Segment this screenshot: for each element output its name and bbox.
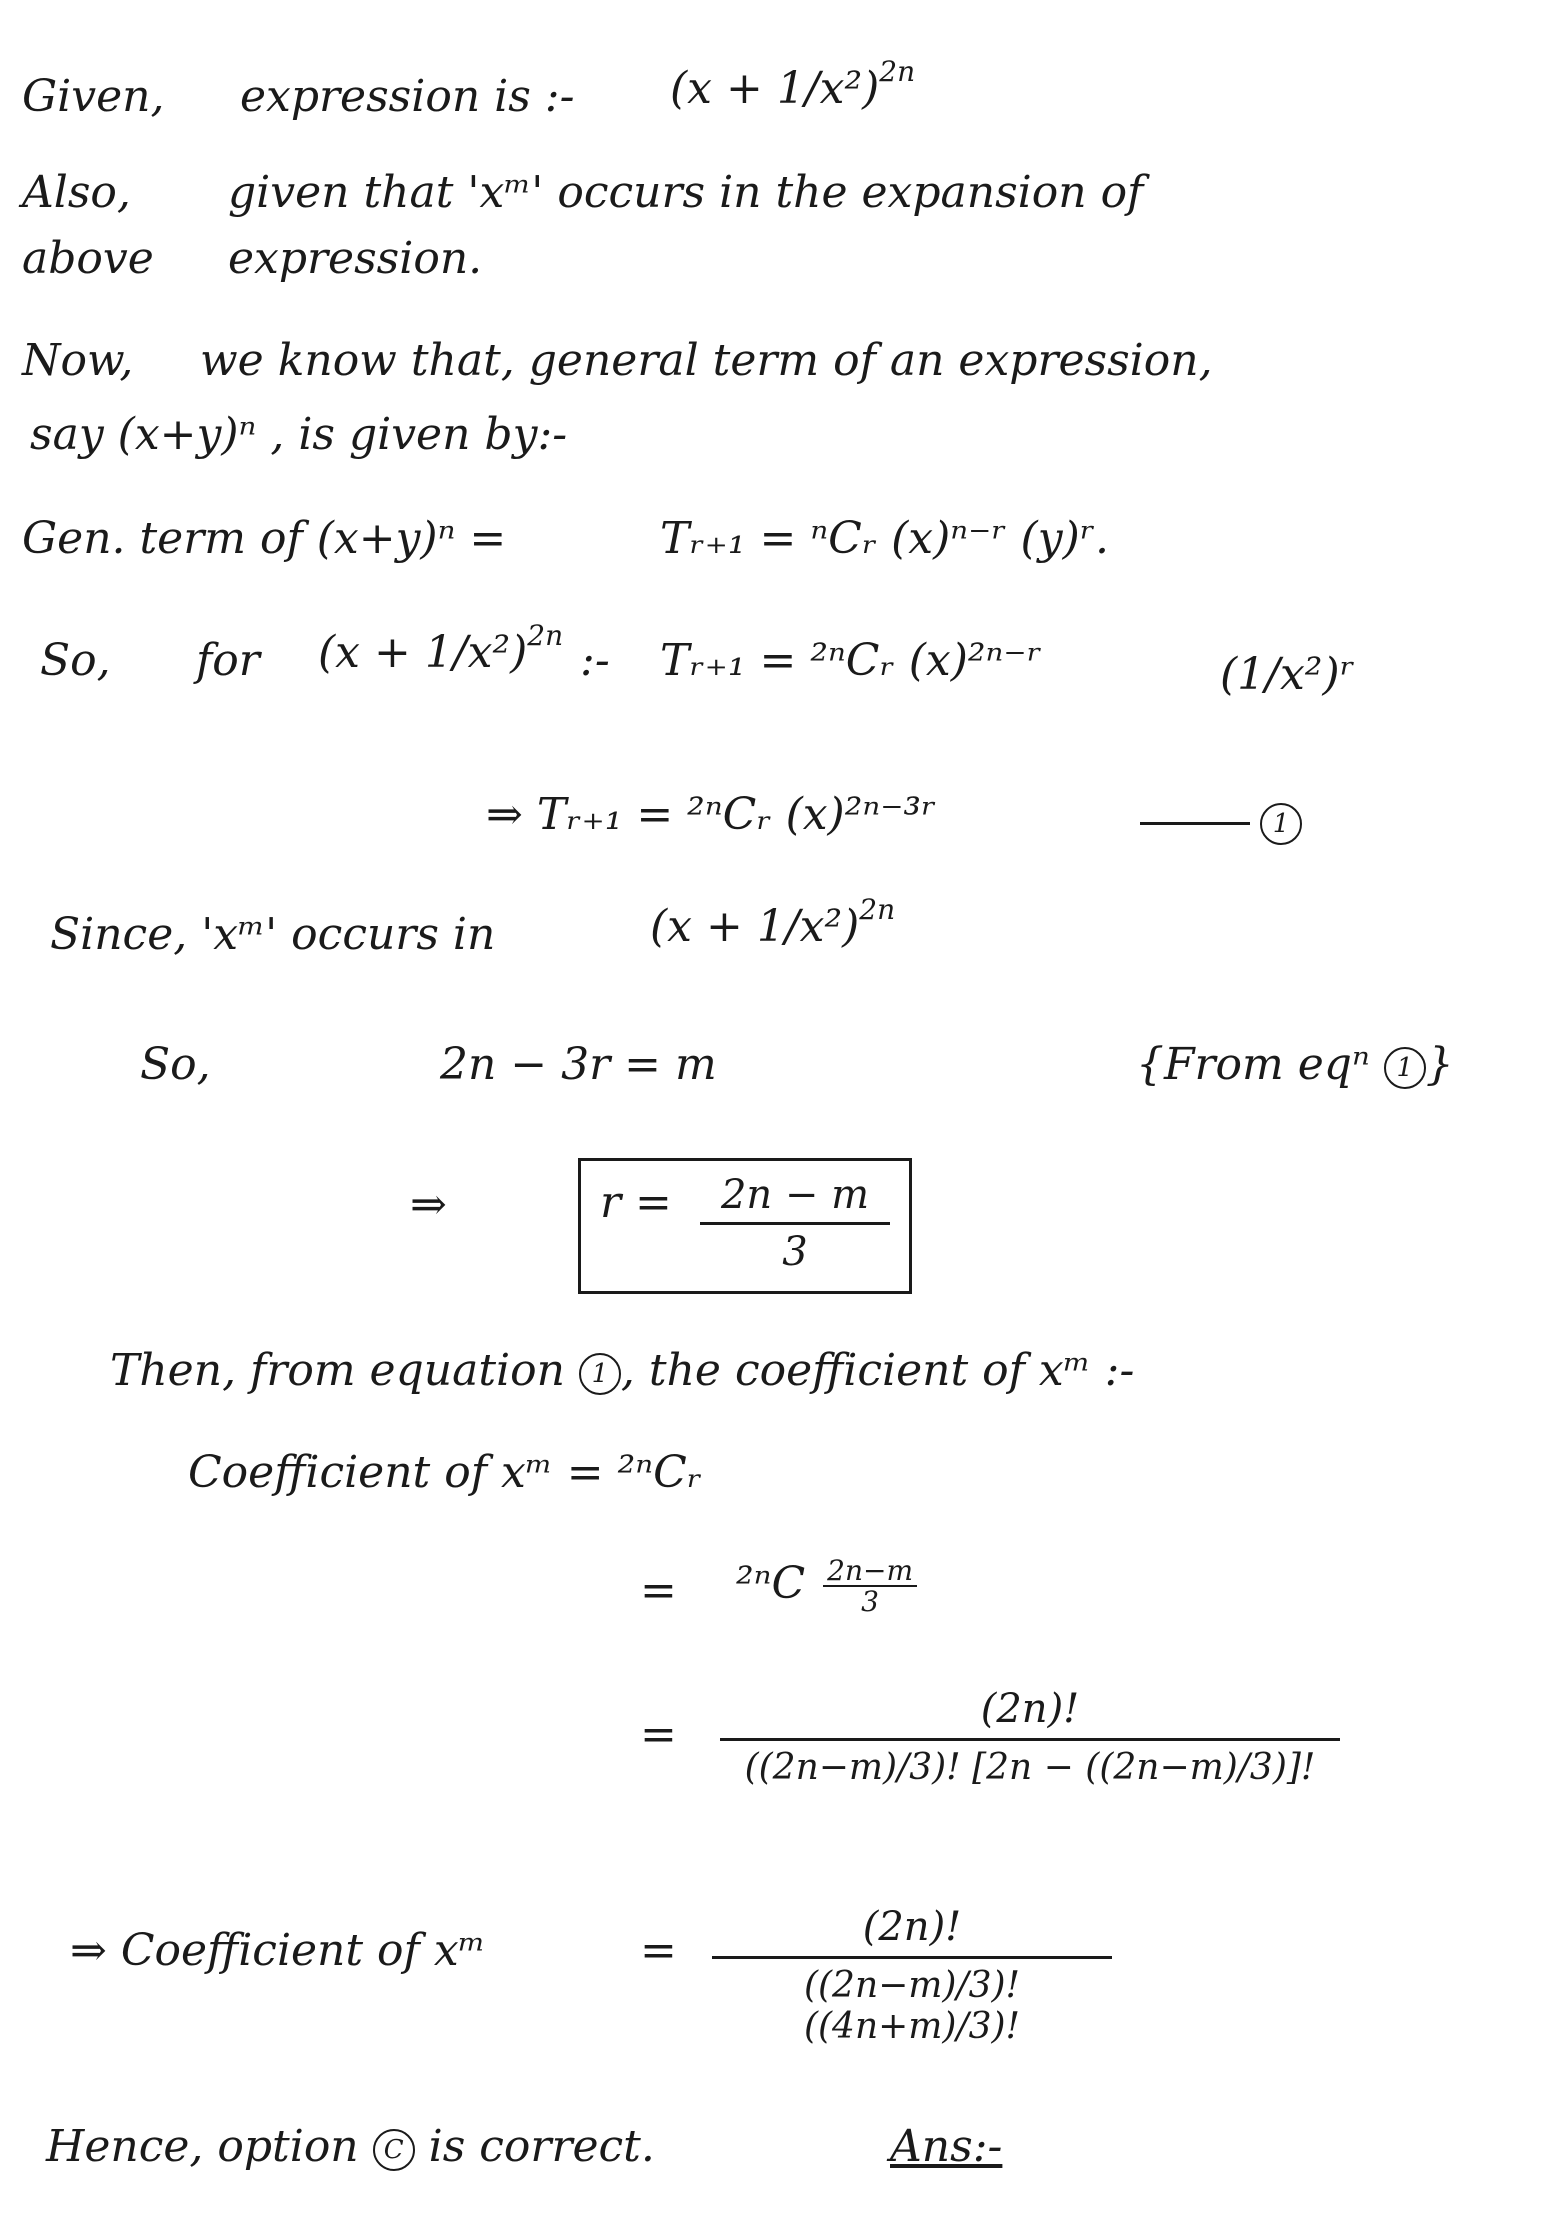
above-label: above xyxy=(22,233,154,284)
boxed-numerator: 2n − m xyxy=(720,1172,870,1218)
eq-sign-3: = xyxy=(640,1925,677,1976)
boxed-lhs: r = xyxy=(600,1177,672,1228)
then-text: Then, from equation 1 , the coefficient of xᵐ :- xyxy=(110,1345,1135,1396)
coefficient-line: Coefficient of xᵐ = ²ⁿCᵣ xyxy=(188,1447,703,1498)
equation-dash xyxy=(1140,822,1250,825)
coefficient-substituted: ²ⁿC $\frac{2n-m}{3}$ xyxy=(736,1556,921,1617)
general-term-intro: we know that, general term of an expression, xyxy=(200,335,1213,386)
eq-sign-1: = xyxy=(640,1565,677,1616)
power-equation: 2n − 3r = m xyxy=(440,1039,717,1090)
implies-arrow: ⇒ xyxy=(410,1179,447,1230)
also-label: Also, xyxy=(22,167,131,218)
final-coefficient-label: ⇒ Coefficient of xᵐ xyxy=(70,1925,486,1976)
for-colon: :- xyxy=(580,635,610,686)
given-expression xyxy=(670,55,916,115)
so-label-2: So, xyxy=(140,1039,211,1090)
final-numerator: (2n)! xyxy=(862,1904,962,1950)
above-text: expression. xyxy=(228,233,483,284)
for-expression: $(x + 1/x^2)^{2n}$ xyxy=(318,619,564,678)
expression-exponent: 2n xyxy=(879,55,916,88)
hence-text: Hence, option C is correct. xyxy=(46,2121,655,2172)
factorial-numerator: (2n)! xyxy=(980,1686,1080,1732)
also-text: given that 'xᵐ' occurs in the expansion of xyxy=(228,167,1144,218)
gen-term-formula: Tᵣ₊₁ = ⁿCᵣ (x)ⁿ⁻ʳ (y)ʳ. xyxy=(660,513,1110,564)
since-text: Since, 'xᵐ' occurs in xyxy=(50,909,496,960)
for-label: for xyxy=(196,635,260,686)
expansion-term: Tᵣ₊₁ = ²ⁿCᵣ (x)²ⁿ⁻ʳ xyxy=(660,635,1042,686)
reciprocal-power: (1/x²)ʳ xyxy=(1220,649,1355,700)
from-eqn-note: {From eqⁿ 1 } xyxy=(1136,1039,1454,1090)
final-denominator: ((2n−m)/3)! ((4n+m)/3)! xyxy=(803,1964,1021,2047)
expression-base: (x + 1/x²) xyxy=(670,63,880,114)
given-text: expression is :- xyxy=(240,71,575,122)
option-c-marker: C xyxy=(373,2129,415,2171)
answer-label: Ans:- xyxy=(890,2121,1003,2172)
factorial-denominator: ((2n−m)/3)! [2n − ((2n−m)/3)]! xyxy=(744,1746,1316,1788)
since-expression: $(x + 1/x^2)^{2n}$ xyxy=(650,893,896,952)
factorial-fraction xyxy=(720,1686,1340,1788)
final-fraction xyxy=(712,1904,1112,2047)
general-term-say: say (x+y)ⁿ , is given by:- xyxy=(30,409,568,460)
gen-term-label: Gen. term of (x+y)ⁿ = xyxy=(22,513,507,564)
equation-1-tag: 1 xyxy=(1260,796,1302,847)
eq-sign-2: = xyxy=(640,1709,677,1760)
so-label-1: So, xyxy=(40,635,111,686)
now-label: Now, xyxy=(22,335,134,386)
simplified-term: ⇒ Tᵣ₊₁ = ²ⁿCᵣ (x)²ⁿ⁻³ʳ xyxy=(486,789,937,840)
boxed-fraction xyxy=(700,1172,890,1275)
given-label: Given, xyxy=(22,71,165,122)
boxed-denominator: 3 xyxy=(782,1228,808,1275)
